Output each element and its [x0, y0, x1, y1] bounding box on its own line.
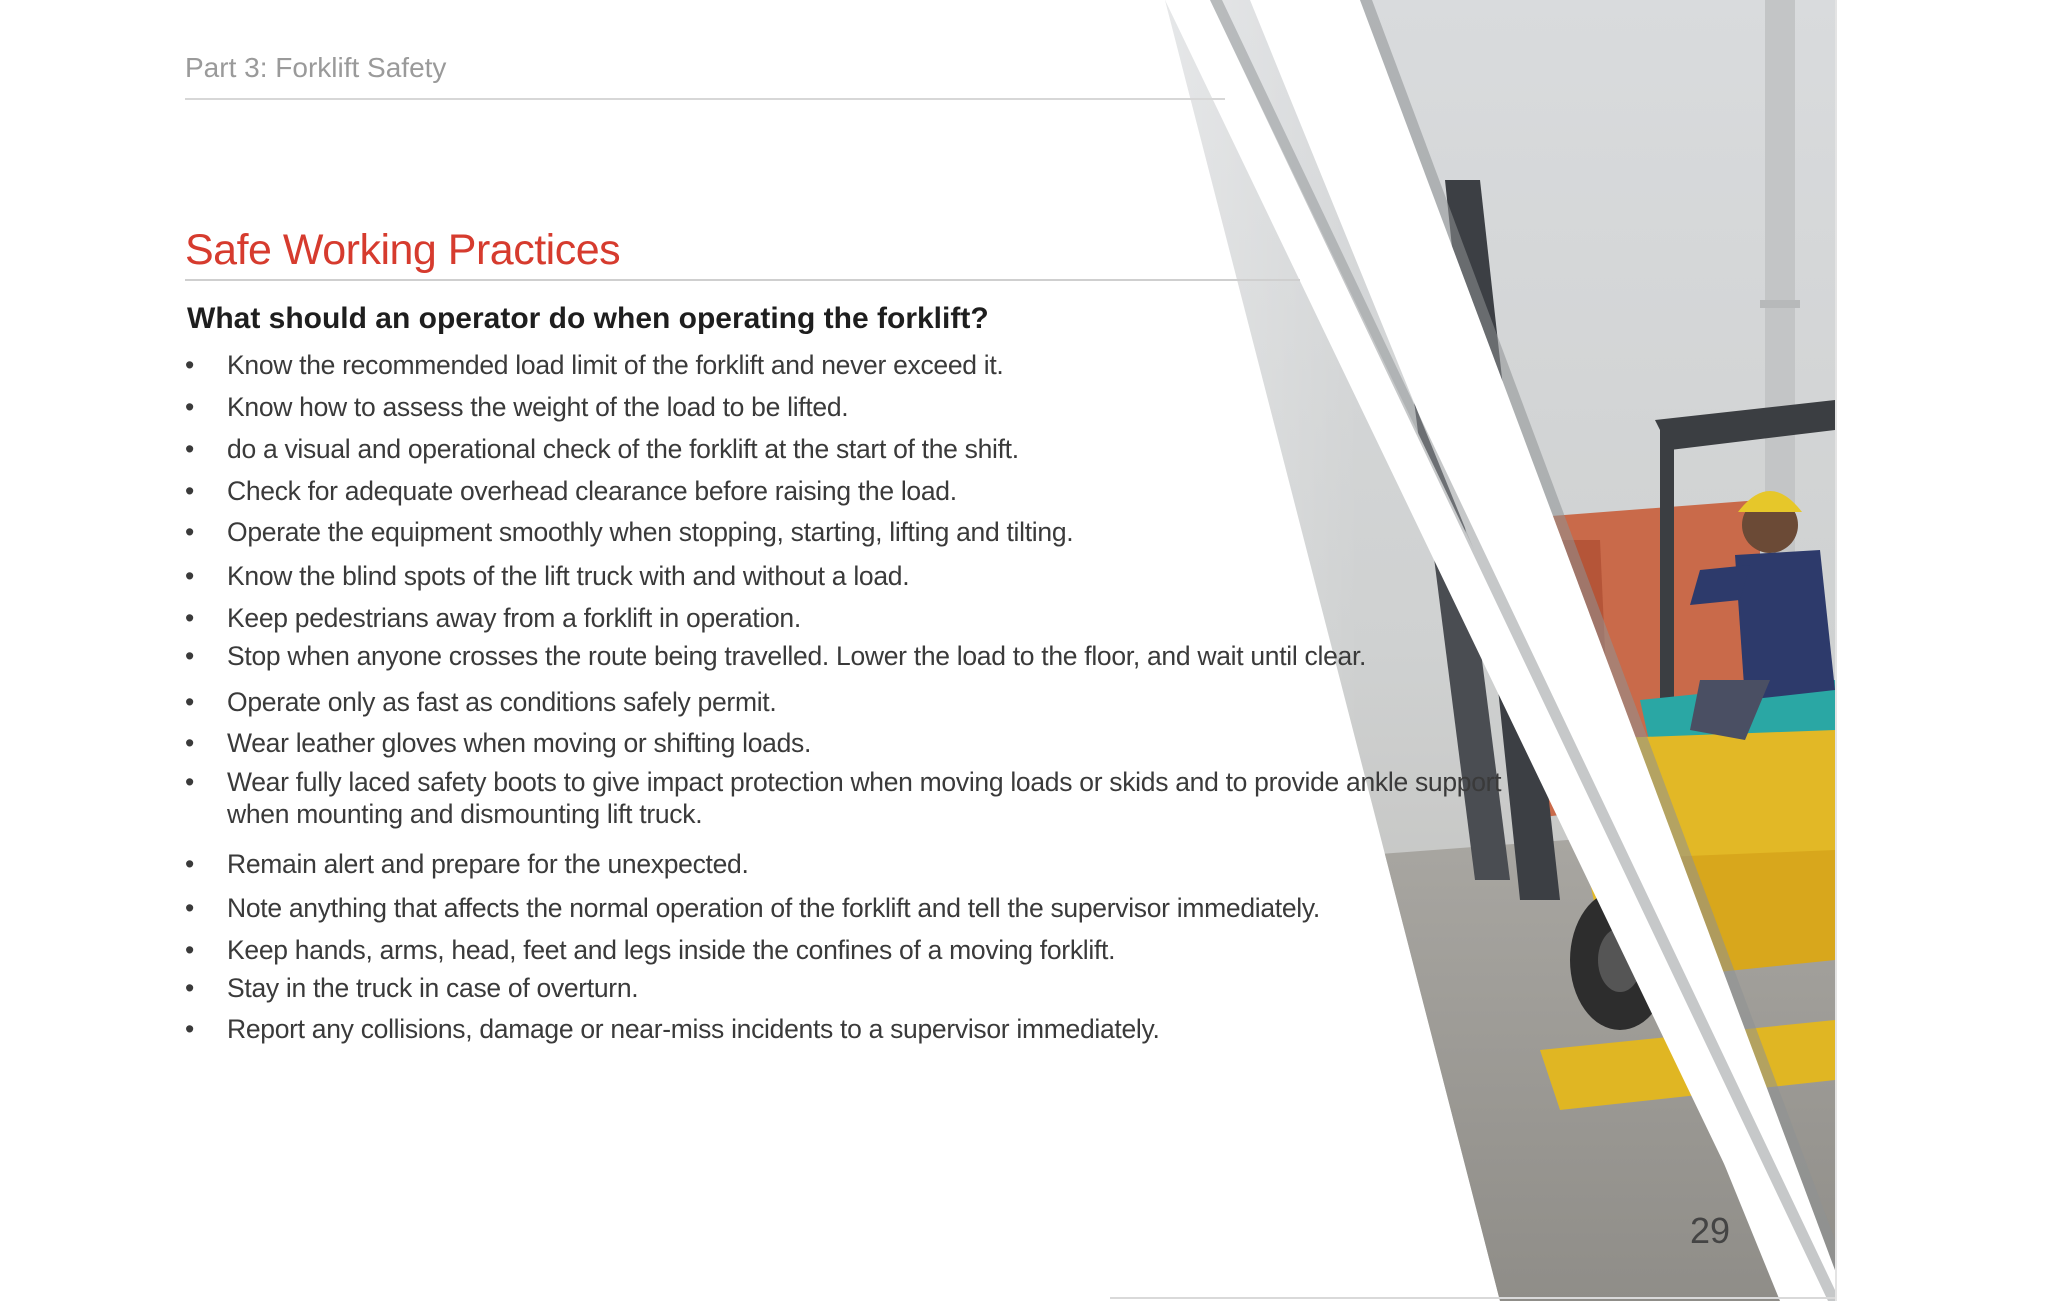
list-item: • Check for adequate overhead clearance before raising the load. [185, 476, 957, 506]
header-divider [185, 98, 1225, 100]
title-divider [185, 279, 1300, 281]
list-item: • Know the recommended load limit of the forklift and never exceed it. [185, 350, 1004, 380]
list-item: • Keep pedestrians away from a forklift in operation. [185, 603, 801, 633]
list-item: • Remain alert and prepare for the unexpected. [185, 849, 749, 879]
list-item: • Note anything that affects the normal operation of the forklift and tell the supervisor immediately. [185, 893, 1320, 923]
list-item: • Operate the equipment smoothly when stopping, starting, lifting and tilting. [185, 517, 1074, 547]
bullet-icon: • [185, 1014, 194, 1044]
bullet-icon: • [185, 350, 194, 380]
section-header: Part 3: Forklift Safety [185, 52, 447, 83]
list-item: • Wear leather gloves when moving or shifting loads. [185, 728, 812, 758]
list-item: • do a visual and operational check of the forklift at the start of the shift. [185, 434, 1019, 464]
bullet-icon: • [185, 603, 194, 633]
bullet-icon: • [185, 935, 194, 965]
list-item: • Keep hands, arms, head, feet and legs inside the confines of a moving forklift. [185, 935, 1116, 965]
page-number: 29 [1690, 1210, 1731, 1251]
bullet-icon: • [185, 561, 194, 591]
bullet-icon: • [185, 476, 194, 506]
bullet-icon: • [185, 687, 194, 717]
page-title: Safe Working Practices [185, 226, 621, 274]
bullet-icon: • [185, 893, 194, 923]
question-heading: What should an operator do when operating the forklift? [187, 302, 989, 335]
list-item: • Operate only as fast as conditions safely permit. [185, 687, 777, 717]
list-item: • Report any collisions, damage or near-miss incidents to a supervisor immediately. [185, 1014, 1160, 1044]
list-item: • Know the blind spots of the lift truck with and without a load. [185, 561, 910, 591]
bullet-icon: • [185, 434, 194, 464]
bullet-icon: • [185, 728, 194, 758]
list-item: • Stay in the truck in case of overturn. [185, 973, 639, 1003]
bullet-icon: • [185, 849, 194, 879]
bullet-icon: • [185, 767, 194, 797]
bullet-icon: • [185, 641, 194, 671]
list-item: • Stop when anyone crosses the route being travelled. Lower the load to the floor, and wait until clear. [185, 641, 1367, 671]
bullet-icon: • [185, 973, 194, 1003]
bullet-icon: • [185, 392, 194, 422]
list-item: • Wear fully laced safety boots to give impact protection when moving loads or skids and to provide ankle support when mounting and dismounting lift truck. [185, 767, 1502, 829]
list-item: • Know how to assess the weight of the load to be lifted. [185, 392, 849, 422]
bullet-icon: • [185, 517, 194, 547]
